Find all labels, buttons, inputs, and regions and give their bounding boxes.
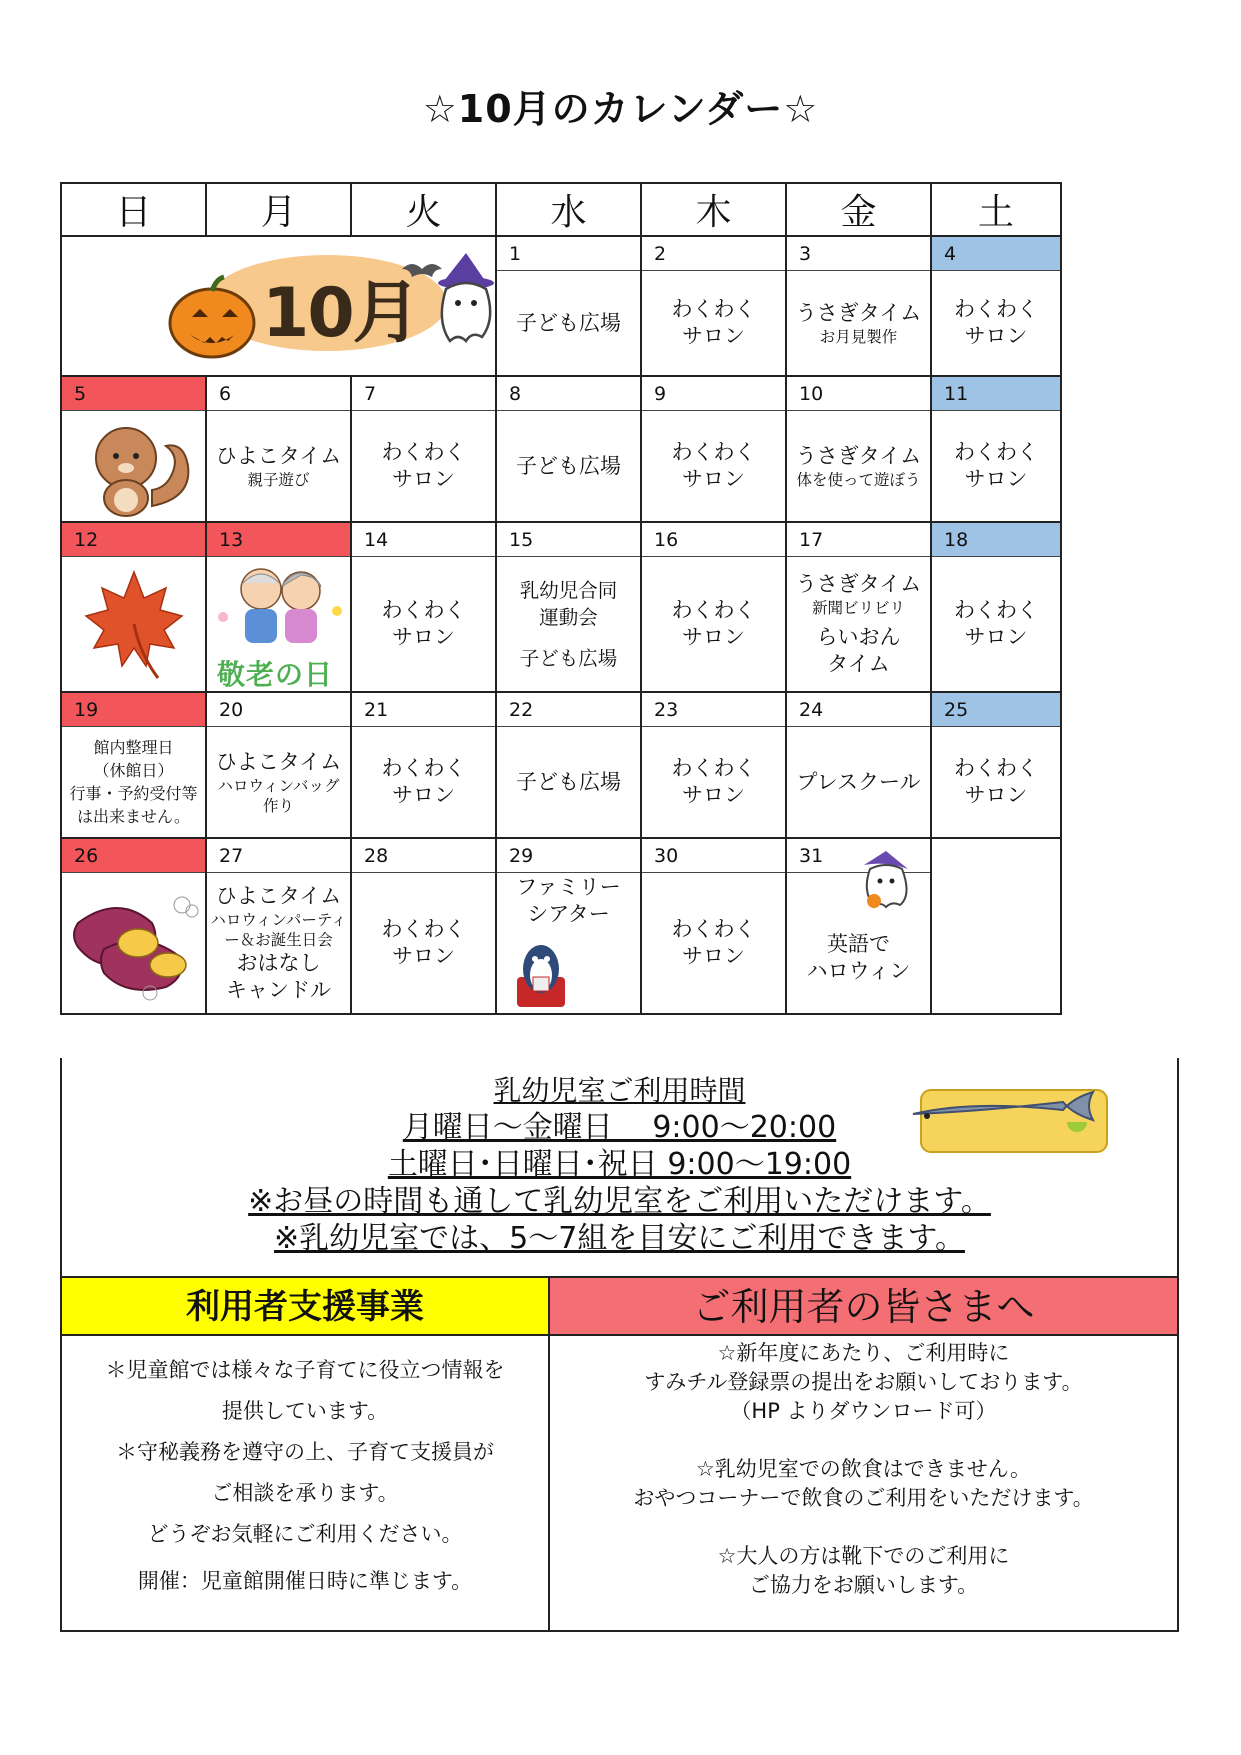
day-cell-26 [61, 838, 206, 1014]
day-cell-6 [206, 376, 351, 522]
event-label: わくわく [954, 598, 1038, 622]
day-number: 30 [642, 839, 785, 873]
day-cell-10 [786, 376, 931, 522]
event-label: 子ども広場 [519, 646, 618, 670]
day-cell-13 [206, 522, 351, 692]
event-label: サロン [964, 324, 1028, 348]
day-number: 21 [352, 693, 495, 727]
day-number: 31 [787, 839, 930, 873]
event-label: 子ども広場 [516, 310, 621, 335]
day-number: 17 [787, 523, 930, 557]
event-label: サロン [682, 324, 745, 348]
day-number: 12 [62, 523, 205, 557]
day-cell-18 [931, 522, 1061, 692]
event-sublabel: お月見製作 [819, 327, 898, 346]
grilled-fish-icon [907, 1078, 1117, 1158]
day-cell-empty [931, 838, 1061, 1014]
day-cell-5 [61, 376, 206, 522]
event-label: サロン [392, 944, 455, 968]
event-label: 子ども広場 [516, 453, 621, 478]
day-number: 22 [497, 693, 640, 727]
event-label: わくわく [671, 756, 756, 780]
event-label: 子ども広場 [516, 769, 621, 794]
respect-for-aged-illustration [207, 557, 350, 691]
day-number: 16 [642, 523, 785, 557]
elderly-couple-icon [209, 561, 349, 651]
event-label: サロン [964, 625, 1028, 649]
event-label: うさぎタイム [795, 571, 922, 596]
support-text-line: 提供しています。 [221, 1399, 389, 1423]
day-cell-19 [61, 692, 206, 838]
day-cell-4 [931, 236, 1061, 376]
maple-leaf-icon [62, 557, 205, 691]
event-label: わくわく [381, 917, 466, 941]
day-cell-23 [641, 692, 786, 838]
day-number: 8 [497, 377, 640, 411]
month-banner-cell [61, 236, 496, 376]
event-label: ひよこタイム [215, 749, 342, 774]
event-label: 乳幼児合同 [519, 578, 618, 602]
weekday-monday: 月 [206, 183, 351, 236]
month-banner-label: 10月 [262, 274, 419, 353]
day-cell-9 [641, 376, 786, 522]
hours-weekend: 土曜日･日曜日･祝日 9:00～19:00 [387, 1147, 852, 1182]
day-number: 4 [932, 237, 1060, 271]
event-label: サロン [392, 783, 455, 807]
day-number: 9 [642, 377, 785, 411]
event-label: わくわく [381, 598, 466, 622]
hours-note-capacity: ※乳幼児室では、5～7組を目安にご利用できます。 [274, 1221, 965, 1256]
day-number: 19 [62, 693, 205, 727]
calendar-grid [60, 182, 1062, 1015]
day-number: 26 [62, 839, 205, 873]
closed-notice: 館内整理日 [93, 738, 174, 757]
day-number: 11 [932, 377, 1060, 411]
event-sublabel: ハロウィンパーティ [210, 910, 347, 929]
day-cell-31 [786, 838, 931, 1014]
ghost-witch-icon [438, 253, 494, 341]
event-label: うさぎタイム [795, 300, 922, 325]
event-label: タイム [827, 651, 890, 676]
event-label: キャンドル [226, 977, 331, 1002]
day-cell-7 [351, 376, 496, 522]
day-cell-27 [206, 838, 351, 1014]
day-cell-2 [641, 236, 786, 376]
notice-line: ☆大人の方は靴下でのご利用に [717, 1544, 1010, 1568]
event-label: プレスクール [796, 769, 921, 794]
day-cell-1 [496, 236, 641, 376]
day-number: 10 [787, 377, 930, 411]
day-cell-16 [641, 522, 786, 692]
event-label: わくわく [954, 297, 1038, 321]
day-number: 23 [642, 693, 785, 727]
event-label: サロン [964, 783, 1028, 807]
notice-line: （HP よりダウンロード可） [730, 1399, 997, 1423]
event-label: サロン [392, 467, 455, 491]
day-number: 20 [207, 693, 350, 727]
event-label: わくわく [671, 440, 756, 464]
notice-line: おやつコーナーで飲食のご利用をいただけます。 [633, 1486, 1094, 1510]
event-label: うさぎタイム [795, 443, 922, 468]
closed-notice: は出来ません。 [77, 807, 190, 826]
support-text-line: 開催：児童館開催日時に準じます。 [137, 1569, 473, 1593]
event-label: らいおん [816, 624, 901, 649]
weekday-thursday: 木 [641, 183, 786, 236]
day-cell-11 [931, 376, 1061, 522]
hours-weekday: 月曜日～金曜日 9:00～20:00 [402, 1110, 837, 1145]
weekday-saturday: 土 [931, 183, 1061, 236]
weekday-sunday: 日 [61, 183, 206, 236]
day-cell-3 [786, 236, 931, 376]
day-number: 18 [932, 523, 1060, 557]
notice-heading: ご利用者の皆さまへ [550, 1278, 1177, 1336]
sweet-potato-icon [62, 873, 205, 1013]
event-label: サロン [682, 625, 745, 649]
event-sublabel: 新聞ビリビリ [811, 598, 905, 617]
event-label: わくわく [954, 756, 1038, 780]
day-cell-30 [641, 838, 786, 1014]
event-label: ひよこタイム [215, 443, 342, 468]
day-cell-17 [786, 522, 931, 692]
ghost-witch-icon [856, 849, 914, 909]
weekday-wednesday: 水 [496, 183, 641, 236]
day-number: 13 [207, 523, 350, 557]
event-label: ひよこタイム [215, 883, 342, 908]
penguin-theater-icon [511, 937, 571, 1009]
event-label: サロン [682, 467, 745, 491]
notice-panel [550, 1278, 1177, 1630]
notice-line: ご協力をお願いします。 [748, 1573, 979, 1597]
event-label: わくわく [381, 756, 466, 780]
day-cell-20 [206, 692, 351, 838]
weekday-header-row [61, 183, 1061, 236]
day-cell-24 [786, 692, 931, 838]
notice-line: すみチル登録票の提出をお願いしております。 [644, 1370, 1083, 1394]
day-number: 25 [932, 693, 1060, 727]
day-number: 5 [62, 377, 205, 411]
event-label: わくわく [954, 440, 1038, 464]
event-sublabel: ハロウィンバッグ [217, 776, 340, 795]
day-cell-15 [496, 522, 641, 692]
event-label: サロン [682, 944, 745, 968]
day-cell-29 [496, 838, 641, 1014]
day-number: 3 [787, 237, 930, 271]
support-text-line: ＊児童館では様々な子育てに役立つ情報を [105, 1358, 505, 1382]
hours-note-lunch: ※お昼の時間も通して乳幼児室をご利用いただけます。 [248, 1184, 991, 1219]
day-number: 27 [207, 839, 350, 873]
nursery-room-hours-section [60, 1058, 1179, 1278]
month-banner [62, 237, 495, 369]
day-cell-8 [496, 376, 641, 522]
event-label: おはなし [236, 950, 321, 975]
day-number: 29 [497, 839, 640, 873]
day-cell-22 [496, 692, 641, 838]
event-label: ファミリー [516, 875, 621, 899]
day-number: 14 [352, 523, 495, 557]
event-label: わくわく [671, 917, 756, 941]
event-label: 英語で [827, 932, 890, 956]
weekday-tuesday: 火 [351, 183, 496, 236]
weekday-friday: 金 [786, 183, 931, 236]
support-program-heading: 利用者支援事業 [62, 1278, 548, 1336]
support-program-panel [62, 1278, 550, 1630]
event-sublabel: ー＆お誕生日会 [224, 930, 333, 949]
day-number: 6 [207, 377, 350, 411]
event-label: ハロウィン [806, 959, 911, 983]
event-label: わくわく [671, 297, 756, 321]
bottom-section [60, 1276, 1179, 1632]
keiro-no-hi-label: 敬老の日 [217, 658, 334, 691]
event-label: わくわく [381, 440, 466, 464]
day-number: 1 [497, 237, 640, 271]
hours-heading: 乳幼児室ご利用時間 [493, 1074, 746, 1107]
event-label: 運動会 [539, 605, 598, 629]
page-title: ☆10月のカレンダー☆ [422, 87, 819, 131]
support-text-line: どうぞお気軽にご利用ください。 [147, 1522, 463, 1546]
event-sublabel: 作り [262, 796, 294, 815]
day-number: 15 [497, 523, 640, 557]
event-sublabel: 親子遊び [247, 470, 310, 489]
day-number: 2 [642, 237, 785, 271]
notice-line: ☆新年度にあたり、ご利用時に [717, 1341, 1010, 1365]
squirrel-icon [62, 411, 205, 521]
day-cell-14 [351, 522, 496, 692]
day-number: 7 [352, 377, 495, 411]
support-text-line: ご相談を承ります。 [211, 1481, 399, 1505]
day-cell-12 [61, 522, 206, 692]
day-cell-28 [351, 838, 496, 1014]
day-cell-21 [351, 692, 496, 838]
event-label: シアター [527, 902, 610, 926]
closed-notice: 行事・予約受付等 [69, 784, 198, 803]
day-cell-25 [931, 692, 1061, 838]
support-text-line: ＊守秘義務を遵守の上、子育て支援員が [116, 1440, 494, 1464]
event-label: サロン [964, 467, 1028, 491]
event-label: サロン [392, 625, 455, 649]
event-label: サロン [682, 783, 745, 807]
event-label: わくわく [671, 598, 756, 622]
closed-notice: （休館日） [93, 761, 174, 780]
notice-line: ☆乳幼児室での飲食はできません。 [695, 1457, 1032, 1481]
event-sublabel: 体を使って遊ぼう [796, 470, 921, 489]
day-number: 24 [787, 693, 930, 727]
day-number: 28 [352, 839, 495, 873]
